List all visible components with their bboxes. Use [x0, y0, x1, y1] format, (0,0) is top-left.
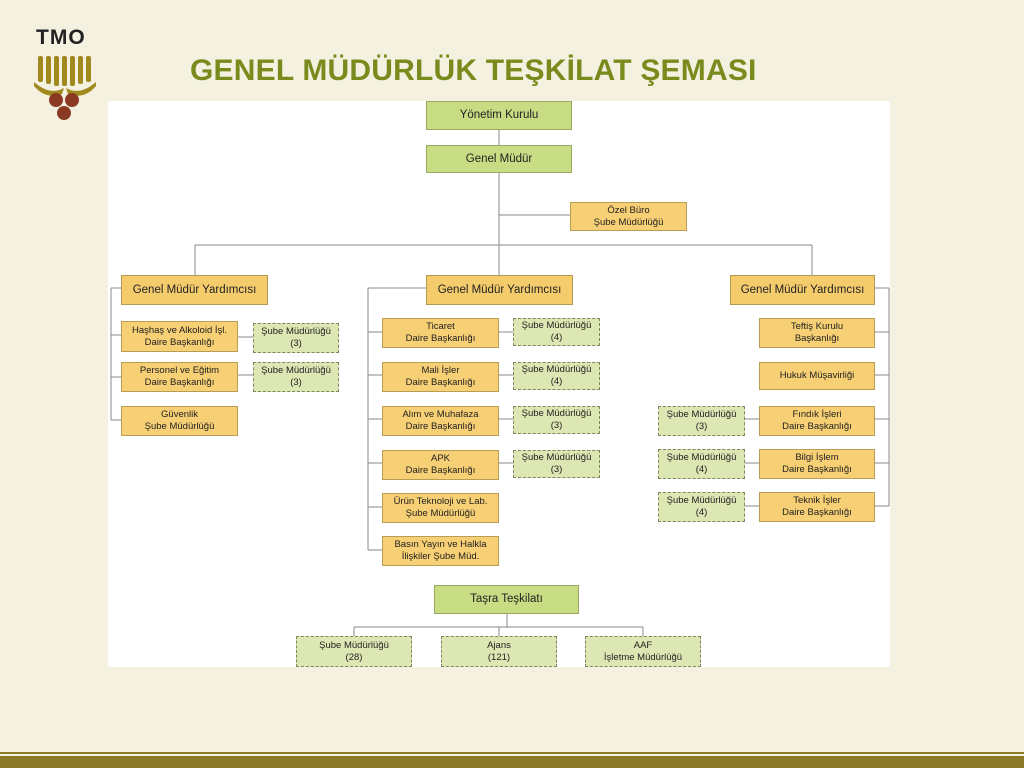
unit-box: Hukuk Müşavirliği: [759, 362, 875, 390]
unit-box: Bilgi İşlem Daire Başkanlığı: [759, 449, 875, 479]
assistant-box-left: Genel Müdür Yardımcısı: [121, 275, 268, 305]
branch-box: Şube Müdürlüğü (3): [658, 406, 745, 436]
unit-box: Mali İşler Daire Başkanlığı: [382, 362, 499, 392]
logo-text: TMO: [36, 26, 86, 49]
unit-box: Alım ve Muhafaza Daire Başkanlığı: [382, 406, 499, 436]
branch-box: Şube Müdürlüğü (3): [253, 362, 339, 392]
unit-box: Teknik İşler Daire Başkanlığı: [759, 492, 875, 522]
branch-box: Şube Müdürlüğü (4): [658, 449, 745, 479]
unit-box: Ürün Teknoloji ve Lab. Şube Müdürlüğü: [382, 493, 499, 523]
unit-box: Personel ve Eğitim Daire Başkanlığı: [121, 362, 238, 392]
special-office-box: Özel Büro Şube Müdürlüğü: [570, 202, 687, 231]
branch-box: Şube Müdürlüğü (4): [513, 318, 600, 346]
agency-box: Ajans (121): [441, 636, 557, 667]
unit-box: Fındık İşleri Daire Başkanlığı: [759, 406, 875, 436]
unit-box: Haşhaş ve Alkoloid İşl. Daire Başkanlığı: [121, 321, 238, 352]
unit-box: Teftiş Kurulu Başkanlığı: [759, 318, 875, 348]
wheat-grape-icon: [30, 26, 110, 126]
footer-line: [0, 752, 1024, 754]
unit-box: Basın Yayın ve Halkla İlişkiler Şube Müd.: [382, 536, 499, 566]
provincial-box: Taşra Teşkilatı: [434, 585, 579, 614]
assistant-box-middle: Genel Müdür Yardımcısı: [426, 275, 573, 305]
board-box: Yönetim Kurulu: [426, 101, 572, 130]
footer-bar: [0, 756, 1024, 768]
director-box: Genel Müdür: [426, 145, 572, 173]
branch-box: Şube Müdürlüğü (3): [513, 450, 600, 478]
unit-box: Ticaret Daire Başkanlığı: [382, 318, 499, 348]
aaf-box: AAF İşletme Müdürlüğü: [585, 636, 701, 667]
unit-box: APK Daire Başkanlığı: [382, 450, 499, 480]
branch-box: Şube Müdürlüğü (3): [513, 406, 600, 434]
branch-box: Şube Müdürlüğü (28): [296, 636, 412, 667]
branch-box: Şube Müdürlüğü (3): [253, 323, 339, 353]
tmo-logo: [30, 26, 110, 126]
org-chart: [108, 101, 890, 667]
unit-box: Güvenlik Şube Müdürlüğü: [121, 406, 238, 436]
branch-box: Şube Müdürlüğü (4): [513, 362, 600, 390]
page-title: GENEL MÜDÜRLÜK TEŞKİLAT ŞEMASI: [190, 54, 757, 87]
assistant-box-right: Genel Müdür Yardımcısı: [730, 275, 875, 305]
branch-box: Şube Müdürlüğü (4): [658, 492, 745, 522]
